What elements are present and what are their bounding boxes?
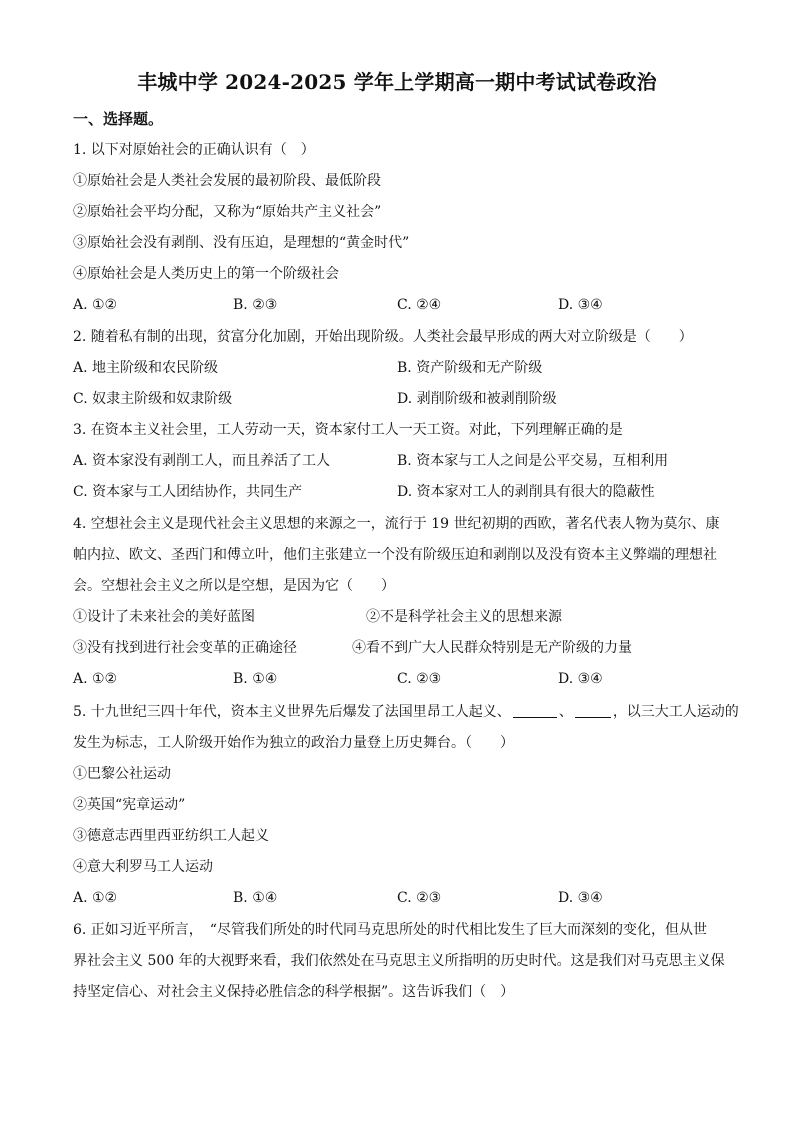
- question-5-item: ①巴黎公社运动: [73, 766, 171, 782]
- question-6-stem-line: 持坚定信心、对社会主义保持必胜信念的科学根据”。这告诉我们（ ）: [73, 984, 515, 1000]
- question-4-option-b: B. ①④: [233, 671, 278, 687]
- question-1-item: ①原始社会是人类社会发展的最初阶段、最低阶段: [73, 173, 381, 189]
- question-3-option-b: B. 资本家与工人之间是公平交易，互相利用: [397, 453, 669, 469]
- question-3-stem: 3. 在资本主义社会里，工人劳动一天，资本家付工人一天工资。对此，下列理解正确的是: [73, 422, 623, 438]
- question-5-stem-part1: 5. 十九世纪三四十年代，资本主义世界先后爆发了法国里昂工人起义、: [73, 704, 511, 720]
- section-heading: 一、选择题。: [73, 110, 164, 128]
- question-5-option-a: A. ①②: [73, 890, 118, 906]
- question-4-item: ③没有找到进行社会变革的正确途径: [73, 640, 297, 656]
- question-5-item: ③德意志西里西亚纺织工人起义: [73, 828, 269, 844]
- question-1-item: ②原始社会平均分配，又称为“原始共产主义社会”: [73, 204, 382, 220]
- question-4-stem-line: 帕内拉、欧文、圣西门和傅立叶，他们主张建立一个没有阶级压迫和剥削以及没有资本主义弊端的理想社: [73, 547, 717, 563]
- question-1-item: ④原始社会是人类历史上的第一个阶级社会: [73, 266, 339, 282]
- question-1-option-a: A. ①②: [73, 297, 118, 313]
- question-5-stem-line: 发生为标志，工人阶级开始作为独立的政治力量登上历史舞台。（ ）: [73, 735, 514, 751]
- question-1-option-b: B. ②③: [233, 297, 278, 313]
- question-5-option-c: C. ②③: [397, 890, 442, 906]
- question-5-option-d: D. ③④: [558, 890, 603, 906]
- question-4-option-a: A. ①②: [73, 671, 118, 687]
- question-5-stem-line: 5. 十九世纪三四十年代，资本主义世界先后爆发了法国里昂工人起义、 、 ，以三大工人运动的: [73, 704, 739, 720]
- question-5-stem-part2: ，以三大工人运动的: [612, 704, 739, 720]
- question-4-option-c: C. ②③: [397, 671, 442, 687]
- question-3-option-c: C. 资本家与工人团结协作，共同生产: [73, 484, 303, 500]
- question-1-stem: 1. 以下对原始社会的正确认识有（ ）: [73, 142, 315, 158]
- answer-blank: [513, 703, 557, 718]
- question-1-item: ③原始社会没有剥削、没有压迫，是理想的“黄金时代”: [73, 235, 410, 251]
- question-2-option-b: B. 资产阶级和无产阶级: [397, 360, 543, 376]
- question-2-option-a: A. 地主阶级和农民阶级: [73, 360, 219, 376]
- question-4-stem-line: 会。空想社会主义之所以是空想，是因为它（ ）: [73, 578, 395, 594]
- question-4-stem-line: 4. 空想社会主义是现代社会主义思想的来源之一，流行于 19 世纪初期的西欧，著名代表人物为莫尔、康: [73, 516, 720, 532]
- question-6-stem-line: 界社会主义 500 年的大视野来看，我们依然处在马克思主义所指明的历史时代。这是我们对马克思主义保: [73, 953, 725, 969]
- question-2-option-c: C. 奴隶主阶级和奴隶阶级: [73, 391, 233, 407]
- question-5-item: ④意大利罗马工人运动: [73, 859, 213, 875]
- answer-blank: [575, 703, 611, 718]
- question-4-item: ②不是科学社会主义的思想来源: [366, 609, 562, 625]
- question-5-item: ②英国“宪章运动”: [73, 797, 186, 813]
- question-1-option-d: D. ③④: [558, 297, 603, 313]
- question-5-option-b: B. ①④: [233, 890, 278, 906]
- question-2-option-d: D. 剥削阶级和被剥削阶级: [397, 391, 557, 407]
- question-6-stem-line: 6. 正如习近平所言， “尽管我们所处的时代同马克思所处的时代相比发生了巨大而深刻的变化，但从世: [73, 922, 707, 938]
- question-4-item: ④看不到广大人民群众特别是无产阶级的力量: [352, 640, 632, 656]
- question-1-option-c: C. ②④: [397, 297, 442, 313]
- question-4-option-d: D. ③④: [558, 671, 603, 687]
- question-3-option-d: D. 资本家对工人的剥削具有很大的隐蔽性: [397, 484, 655, 500]
- question-3-option-a: A. 资本家没有剥削工人，而且养活了工人: [73, 453, 331, 469]
- question-4-item: ①设计了未来社会的美好蓝图: [73, 609, 255, 625]
- question-2-stem: 2. 随着私有制的出现，贫富分化加剧，开始出现阶级。人类社会最早形成的两大对立阶级是（ ）: [73, 329, 693, 345]
- page-title: 丰城中学 2024-2025 学年上学期高一期中考试试卷政治: [137, 70, 657, 94]
